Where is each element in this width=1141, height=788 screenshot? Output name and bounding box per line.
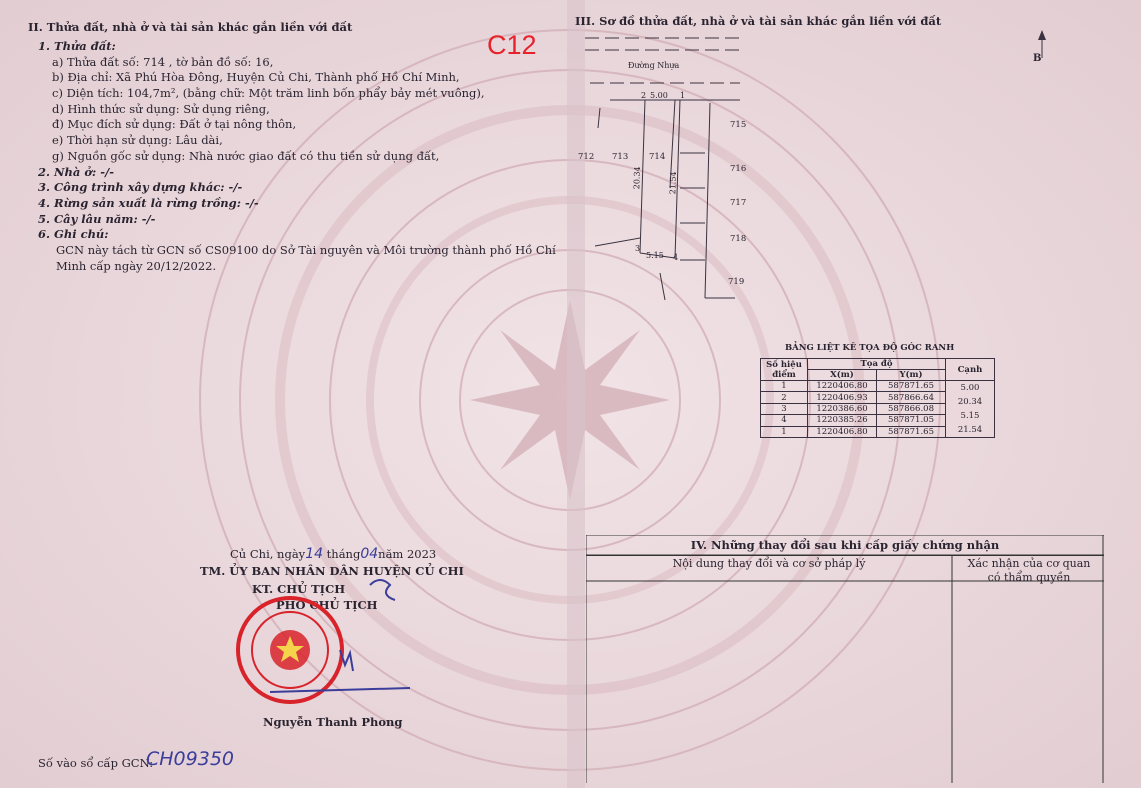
signing-role-1: KT. CHỦ TỊCH <box>252 582 346 596</box>
point-3: 3 <box>635 244 641 253</box>
cell-y: 587866.64 <box>877 392 946 403</box>
parcel-715: 715 <box>730 120 747 130</box>
cell-y: 587866.08 <box>877 403 946 414</box>
item-area: c) Diện tích: 104,7m², (bằng chữ: Một trăm linh bốn phẩy bảy mét vuông), <box>52 86 485 101</box>
section-heading-land: II. Thửa đất, nhà ở và tài sản khác gắn liền với đất <box>28 20 353 34</box>
col-point: Số hiệu điểm <box>761 359 808 381</box>
signer-name: Nguyễn Thanh Phong <box>263 715 403 729</box>
handwritten-month: 04 <box>360 546 379 562</box>
point-1: 1 <box>680 91 686 100</box>
parcel-714: 714 <box>649 152 666 162</box>
stamp-label: C12 <box>487 30 537 60</box>
item-usage-origin: g) Nguồn gốc sử dụng: Nhà nước giao đất có thu tiền sử dụng đất, <box>52 148 440 163</box>
official-seal <box>230 570 430 710</box>
confirm-line-1: Xác nhận của cơ quan <box>967 557 1091 570</box>
cell-y: 587871.65 <box>877 381 946 392</box>
cell-y: 587871.65 <box>877 426 946 437</box>
dim-top: 5.00 <box>650 91 668 100</box>
parcel-712: 712 <box>578 152 595 162</box>
month-label: tháng <box>326 547 361 561</box>
item-address: b) Địa chỉ: Xã Phú Hòa Đông, Huyện Củ Chi, Thành phố Hồ Chí Minh, <box>52 70 460 85</box>
item-land: 1. Thửa đất: <box>38 39 116 53</box>
cell-point: 4 <box>761 415 808 426</box>
table-row <box>761 381 995 392</box>
parcel-718: 718 <box>730 234 747 244</box>
cell-y: 587871.05 <box>877 415 946 426</box>
registry-number: CH09350 <box>146 748 234 770</box>
point-2: 2 <box>641 91 647 100</box>
item-other-construction: 3. Công trình xây dựng khác: -/- <box>38 180 243 195</box>
cell-point: 1 <box>761 381 808 392</box>
item-usage-form: d) Hình thức sử dụng: Sử dụng riêng, <box>52 101 270 116</box>
cell-point: 3 <box>761 403 808 414</box>
col-coord: Tọa độ <box>808 359 946 370</box>
item-parcel-number: a) Thửa đất số: 714 , tờ bản đồ số: 16, <box>52 54 274 69</box>
section-heading-diagram: III. Sơ đồ thửa đất, nhà ở và tài sản khác gắn liền với đất <box>575 14 942 28</box>
cell-x: 1220406.80 <box>808 381 877 392</box>
col-edge: Cạnh <box>946 359 995 381</box>
edge-2: 20.34 <box>957 397 983 407</box>
edge-1: 5.00 <box>960 383 980 393</box>
item-production-forest: 4. Rừng sản xuất là rừng trồng: -/- <box>38 195 259 210</box>
parcel-716: 716 <box>730 164 747 174</box>
signing-org: TM. ỦY BAN NHÂN DÂN HUYỆN CỦ CHI <box>200 564 464 578</box>
cell-x: 1220406.80 <box>808 426 877 437</box>
notes-line-2: Minh cấp ngày 20/12/2022. <box>56 258 217 273</box>
signing-role-2: PHÓ CHỦ TỊCH <box>276 598 378 612</box>
cell-x: 1220386.60 <box>808 403 877 414</box>
item-perennial-trees: 5. Cây lâu năm: -/- <box>38 211 156 226</box>
cell-x: 1220385.26 <box>808 415 877 426</box>
edge-3: 5.15 <box>960 411 980 421</box>
coord-table-title: BẢNG LIỆT KÊ TỌA ĐỘ GÓC RANH <box>785 343 955 353</box>
notes-line-1: GCN này tách từ GCN số CS09100 do Sở Tài nguyên và Môi trường thành phố Hồ Chí <box>56 242 556 257</box>
signature-scribble <box>370 580 395 600</box>
point-4: 4 <box>673 253 679 262</box>
north-arrow-icon <box>1038 30 1046 40</box>
dim-left: 20.34 <box>632 166 642 190</box>
coord-table <box>760 358 995 438</box>
year-label: năm 2023 <box>378 547 437 561</box>
item-house: 2. Nhà ở: -/- <box>38 164 115 179</box>
item-usage-term: e) Thời hạn sử dụng: Lâu dài, <box>52 133 223 148</box>
signature-date <box>230 546 436 562</box>
land-details <box>38 39 556 274</box>
changes-col-content: Nội dung thay đổi và cơ sở pháp lý <box>672 557 866 570</box>
edge-4: 21.54 <box>957 425 983 435</box>
changes-col-confirm <box>954 557 1104 585</box>
col-y: Y(m) <box>877 370 946 381</box>
dim-right: 21.54 <box>668 171 678 195</box>
item-notes-label: 6. Ghi chú: <box>38 227 109 242</box>
north-label: B <box>1033 53 1042 64</box>
changes-heading: IV. Những thay đổi sau khi cấp giấy chứng nhận <box>586 535 1104 556</box>
cell-point: 2 <box>761 392 808 403</box>
col-x: X(m) <box>808 370 877 381</box>
changes-section <box>586 535 1104 783</box>
cell-x: 1220406.93 <box>808 392 877 403</box>
parcel-717: 717 <box>730 198 747 208</box>
dim-bottom: 5.15 <box>646 251 664 260</box>
cell-point: 1 <box>761 426 808 437</box>
road-label: Đường Nhựa <box>628 61 680 70</box>
date-prefix: Củ Chi, ngày <box>230 547 306 561</box>
parcel-713: 713 <box>612 152 629 162</box>
parcel-719: 719 <box>728 277 745 287</box>
handwritten-day: 14 <box>305 546 324 562</box>
registry-label: Số vào sổ cấp GCN: <box>38 756 154 770</box>
cell-edges <box>946 381 995 438</box>
confirm-line-2: có thẩm quyền <box>987 571 1071 584</box>
item-usage-purpose: đ) Mục đích sử dụng: Đất ở tại nông thôn, <box>52 117 297 132</box>
